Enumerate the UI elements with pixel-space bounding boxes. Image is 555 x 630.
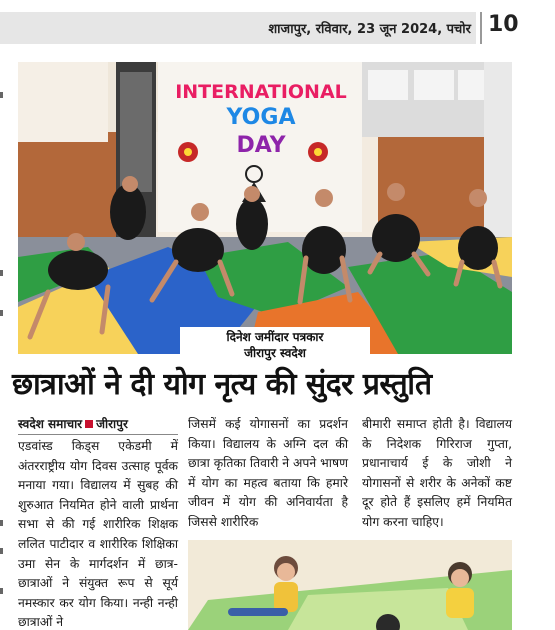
article-text-column-2: जिसमें कई योगासनों का प्रदर्शन किया। विद्यालय के अग्नि दल की छात्रा कृतिका तिवारी ने अपने भाषण में योग का महत्व बताया कि हमारे जीवन में योग की अनिवार्यता है जिससे शारीरिक: [188, 417, 348, 529]
photo-credit-line-2: जीरापुर स्वदेश: [244, 346, 306, 360]
photo-credit: [180, 327, 370, 363]
byline-square-icon: [85, 420, 93, 428]
header-separator: [480, 12, 482, 44]
article-column-1: [18, 415, 178, 630]
banner-line-2: YOGA: [226, 105, 296, 130]
headline: छात्राओं ने दी योग नृत्य की सुंदर प्रस्तुति: [12, 367, 432, 402]
children-yoga-photo-illustration: [188, 540, 512, 630]
byline-place: जीरापुर: [96, 417, 128, 431]
banner-line-3: DAY: [236, 133, 286, 156]
article-column-3: [362, 415, 512, 533]
byline: [18, 415, 178, 435]
newspaper-header: [0, 8, 555, 48]
banner-line-1: INTERNATIONAL: [175, 81, 347, 103]
yoga-day-photo: [18, 62, 512, 354]
article-text-column-3: बीमारी समाप्त होती है। विद्यालय के निदेशक गिरिराज गुप्ता, प्रधानाचार्य ई के जोशी ने योगासनों से शरीर के अनेकों कष्ट दूर होते हैं इसलिए हमें नियमित योग करना चाहिए।: [362, 417, 512, 529]
photo-credit-line-1: दिनेश जमींदार पत्रकार: [226, 330, 324, 344]
yoga-day-banner: [156, 66, 366, 156]
article-text-column-1: एडवांस्ड किड्स एकेडमी में अंतरराष्ट्रीय योग दिवस उत्साह पूर्वक मनाया गया। विद्यालय में सुबह की शुरुआत नियमित होने वाली प्रार्थना सभा से की गई शारीरिक शिक्षक ललित पाटीदार व शारीरिक शिक्षिका उमा सेन के मार्गदर्शन में छात्र-छात्राओं ने संयुक्त रूप से सूर्य नमस्कार कर योग किया। नन्ही नन्ही छात्राओं ने: [18, 439, 178, 630]
byline-source: स्वदेश समाचार: [18, 417, 83, 431]
dateline: शाजापुर, रविवार, 23 जून 2024, पचोर: [268, 22, 471, 37]
page-number: 10: [488, 12, 519, 37]
article-column-2: [188, 415, 348, 533]
children-yoga-photo: [188, 540, 512, 630]
